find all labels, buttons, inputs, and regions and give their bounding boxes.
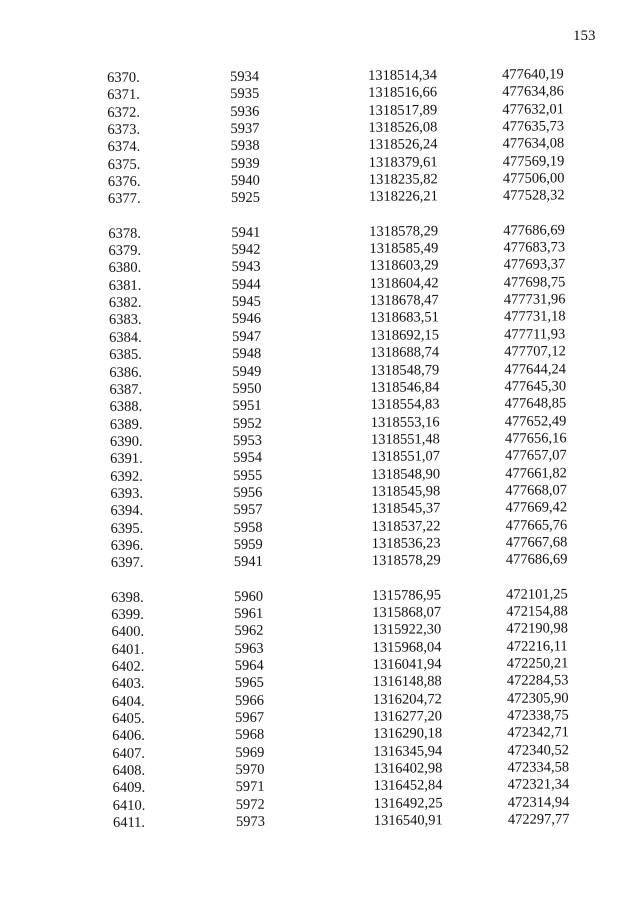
y-coordinate: 477667,68 <box>505 534 568 551</box>
x-coordinate: 1315786,95 <box>372 586 442 604</box>
y-coordinate: 477640,19 <box>501 66 564 83</box>
row-number: 6390. <box>109 433 143 450</box>
row-number: 6400. <box>111 623 145 641</box>
x-coordinate: 1315922,30 <box>372 621 442 639</box>
x-coordinate: 1316148,88 <box>372 673 442 691</box>
row-number: 6403. <box>111 676 145 693</box>
row-number: 6381. <box>108 277 142 294</box>
x-coordinate: 1318516,66 <box>368 84 438 102</box>
row-number: 6383. <box>108 312 142 329</box>
point-id: 5957 <box>233 501 263 519</box>
row-number: 6393. <box>110 485 144 502</box>
point-id: 5939 <box>230 155 260 172</box>
row-number: 6379. <box>108 242 142 260</box>
row-number: 6371. <box>107 87 140 104</box>
x-coordinate: 1316041,94 <box>372 656 442 673</box>
y-coordinate: 472338,75 <box>507 707 569 724</box>
row-number: 6382. <box>108 294 142 312</box>
x-coordinate: 1316345,94 <box>373 743 443 760</box>
point-id: 5950 <box>232 380 262 397</box>
y-coordinate: 477686,69 <box>503 222 565 239</box>
coordinates-table <box>0 66 640 850</box>
row-number: 6408. <box>112 762 146 779</box>
point-id: 5968 <box>235 727 265 744</box>
point-id: 5959 <box>233 536 263 553</box>
row-number: 6397. <box>110 554 144 572</box>
row-number: 6391. <box>109 450 143 468</box>
point-id: 5953 <box>232 432 262 449</box>
point-id: 5945 <box>231 293 261 311</box>
y-coordinate: 472190,98 <box>506 620 569 638</box>
y-coordinate: 472342,71 <box>507 724 569 742</box>
row-number: 6370. <box>106 69 140 86</box>
y-coordinate: 477731,96 <box>503 291 566 308</box>
point-id: 5943 <box>231 259 261 276</box>
y-coordinate: 477683,73 <box>503 239 566 256</box>
row-number: 6404. <box>111 693 145 710</box>
x-coordinate: 1318585,49 <box>369 240 439 257</box>
table-row <box>1 187 640 209</box>
x-coordinate: 1318604,42 <box>369 275 439 292</box>
point-id: 5925 <box>230 190 261 207</box>
y-coordinate: 477661,82 <box>505 464 567 482</box>
y-coordinate: 477707,12 <box>504 343 566 360</box>
row-number: 6376. <box>107 173 141 191</box>
y-coordinate: 477506,00 <box>502 170 565 187</box>
y-coordinate: 477644,24 <box>504 360 567 378</box>
row-number: 6384. <box>109 329 142 346</box>
y-coordinate: 477686,69 <box>505 551 568 569</box>
x-coordinate: 1318526,24 <box>368 136 438 154</box>
row-number: 6387. <box>109 381 143 398</box>
point-id: 5937 <box>230 120 260 138</box>
point-id: 5944 <box>231 276 261 293</box>
x-coordinate: 1318545,98 <box>371 483 441 500</box>
y-coordinate: 477711,93 <box>504 326 566 343</box>
row-number: 6378. <box>108 225 141 242</box>
x-coordinate: 1316452,84 <box>373 777 443 795</box>
y-coordinate: 477731,18 <box>503 308 566 326</box>
row-number: 6385. <box>109 346 142 364</box>
x-coordinate: 1318548,79 <box>370 361 440 379</box>
point-id: 5936 <box>230 103 260 120</box>
row-group <box>1 222 640 574</box>
point-id: 5960 <box>234 588 264 605</box>
y-coordinate: 472284,53 <box>506 672 569 690</box>
row-number: 6388. <box>109 398 143 416</box>
x-coordinate: 1318235,82 <box>368 171 438 188</box>
x-coordinate: 1318545,37 <box>371 500 441 518</box>
point-id: 5949 <box>232 363 262 380</box>
y-coordinate: 472101,25 <box>506 585 568 603</box>
point-id: 5946 <box>231 311 262 328</box>
x-coordinate: 1318379,61 <box>368 154 438 171</box>
row-number: 6402. <box>111 658 145 675</box>
point-id: 5961 <box>234 605 264 622</box>
x-coordinate: 1316277,20 <box>373 708 443 725</box>
row-number: 6372. <box>107 104 141 121</box>
x-coordinate: 1318692,15 <box>370 327 440 344</box>
point-id: 5962 <box>234 623 264 640</box>
point-id: 5967 <box>235 709 265 726</box>
y-coordinate: 477648,85 <box>504 395 567 413</box>
y-coordinate: 477657,07 <box>504 447 567 465</box>
row-number: 6395. <box>110 520 144 537</box>
row-number: 6407. <box>112 745 146 762</box>
x-coordinate: 1318546,84 <box>370 379 440 396</box>
row-number: 6398. <box>111 589 144 606</box>
row-number: 6380. <box>108 260 142 277</box>
point-id: 5969 <box>235 744 265 761</box>
x-coordinate: 1318578,29 <box>371 552 441 570</box>
y-coordinate: 472340,52 <box>507 742 570 759</box>
point-id: 5941 <box>231 224 261 241</box>
table-row <box>6 811 640 833</box>
row-number: 6411. <box>112 814 146 832</box>
x-coordinate: 1315868,07 <box>372 604 442 621</box>
row-number: 6409. <box>112 780 146 797</box>
point-id: 5934 <box>229 68 260 85</box>
y-coordinate: 477635,73 <box>502 118 565 135</box>
y-coordinate: 477634,08 <box>502 135 565 153</box>
point-id: 5973 <box>235 813 265 831</box>
row-number: 6394. <box>110 502 144 520</box>
point-id: 5971 <box>235 779 265 796</box>
y-coordinate: 472216,11 <box>506 638 568 655</box>
row-number: 6399. <box>111 606 144 623</box>
point-id: 5942 <box>231 241 261 259</box>
row-number: 6373. <box>107 121 141 138</box>
x-coordinate: 1318537,22 <box>371 517 441 535</box>
point-id: 5956 <box>233 484 263 501</box>
x-coordinate: 1318554,83 <box>370 396 440 414</box>
row-group <box>0 66 640 210</box>
x-coordinate: 1316492,25 <box>373 795 443 812</box>
x-coordinate: 1318553,16 <box>370 413 440 431</box>
x-coordinate: 1318514,34 <box>367 67 437 84</box>
row-number: 6374. <box>107 139 141 156</box>
point-id: 5970 <box>235 761 265 779</box>
table-row <box>4 551 640 573</box>
x-coordinate: 1318226,21 <box>368 188 438 206</box>
point-id: 5947 <box>232 328 262 345</box>
point-id: 5948 <box>232 345 262 363</box>
row-number: 6406. <box>112 728 145 745</box>
x-coordinate: 1316290,18 <box>373 725 443 743</box>
point-id: 5972 <box>235 796 265 813</box>
y-coordinate: 472314,94 <box>507 794 570 811</box>
y-coordinate: 472250,21 <box>506 655 569 672</box>
x-coordinate: 1318688,74 <box>370 344 440 362</box>
y-coordinate: 472154,88 <box>506 603 568 620</box>
point-id: 5938 <box>230 138 260 155</box>
row-number: 6389. <box>109 416 143 433</box>
row-number: 6405. <box>112 710 145 727</box>
point-id: 5940 <box>230 172 260 190</box>
y-coordinate: 477698,75 <box>503 274 566 291</box>
x-coordinate: 1318526,08 <box>368 119 438 136</box>
y-coordinate: 472297,77 <box>507 811 570 828</box>
x-coordinate: 1318551,07 <box>370 448 440 466</box>
x-coordinate: 1318578,29 <box>369 223 439 240</box>
y-coordinate: 477665,76 <box>505 516 568 534</box>
row-number: 6401. <box>111 641 145 658</box>
page-number: 153 <box>573 28 596 44</box>
point-id: 5964 <box>234 657 264 674</box>
point-id: 5966 <box>234 692 265 709</box>
y-coordinate: 472334,58 <box>507 759 570 776</box>
x-coordinate: 1315968,04 <box>372 638 442 656</box>
row-number: 6377. <box>107 191 141 208</box>
y-coordinate: 477668,07 <box>505 482 568 499</box>
row-number: 6396. <box>110 537 144 554</box>
x-coordinate: 1316540,91 <box>373 812 443 829</box>
y-coordinate: 477693,37 <box>503 256 566 274</box>
point-id: 5941 <box>233 554 263 571</box>
x-coordinate: 1318603,29 <box>369 257 439 275</box>
row-number: 6375. <box>107 156 141 173</box>
y-coordinate: 477669,42 <box>505 499 568 517</box>
y-coordinate: 477645,30 <box>504 378 567 395</box>
x-coordinate: 1318683,51 <box>369 309 439 327</box>
row-group <box>4 585 640 833</box>
x-coordinate: 1318551,48 <box>370 431 440 448</box>
x-coordinate: 1318548,90 <box>371 465 441 483</box>
y-coordinate: 477632,01 <box>502 101 565 118</box>
point-id: 5951 <box>232 397 262 415</box>
x-coordinate: 1318517,89 <box>368 102 438 119</box>
point-id: 5963 <box>234 640 264 657</box>
y-coordinate: 477634,86 <box>502 83 564 101</box>
x-coordinate: 1316204,72 <box>372 691 442 708</box>
point-id: 5955 <box>233 467 263 484</box>
row-number: 6392. <box>110 468 143 485</box>
y-coordinate: 477569,19 <box>502 153 565 170</box>
x-coordinate: 1318678,47 <box>369 292 439 310</box>
row-number: 6410. <box>112 797 146 814</box>
row-number: 6386. <box>109 364 143 381</box>
y-coordinate: 477528,32 <box>502 187 565 205</box>
point-id: 5935 <box>230 86 260 103</box>
y-coordinate: 472321,34 <box>507 776 570 794</box>
point-id: 5965 <box>234 675 264 692</box>
y-coordinate: 472305,90 <box>506 690 569 707</box>
y-coordinate: 477652,49 <box>504 412 567 430</box>
point-id: 5954 <box>232 449 263 467</box>
point-id: 5952 <box>232 415 262 432</box>
x-coordinate: 1316402,98 <box>373 760 443 777</box>
x-coordinate: 1318536,23 <box>371 535 441 552</box>
point-id: 5958 <box>233 519 263 536</box>
y-coordinate: 477656,16 <box>504 430 567 447</box>
